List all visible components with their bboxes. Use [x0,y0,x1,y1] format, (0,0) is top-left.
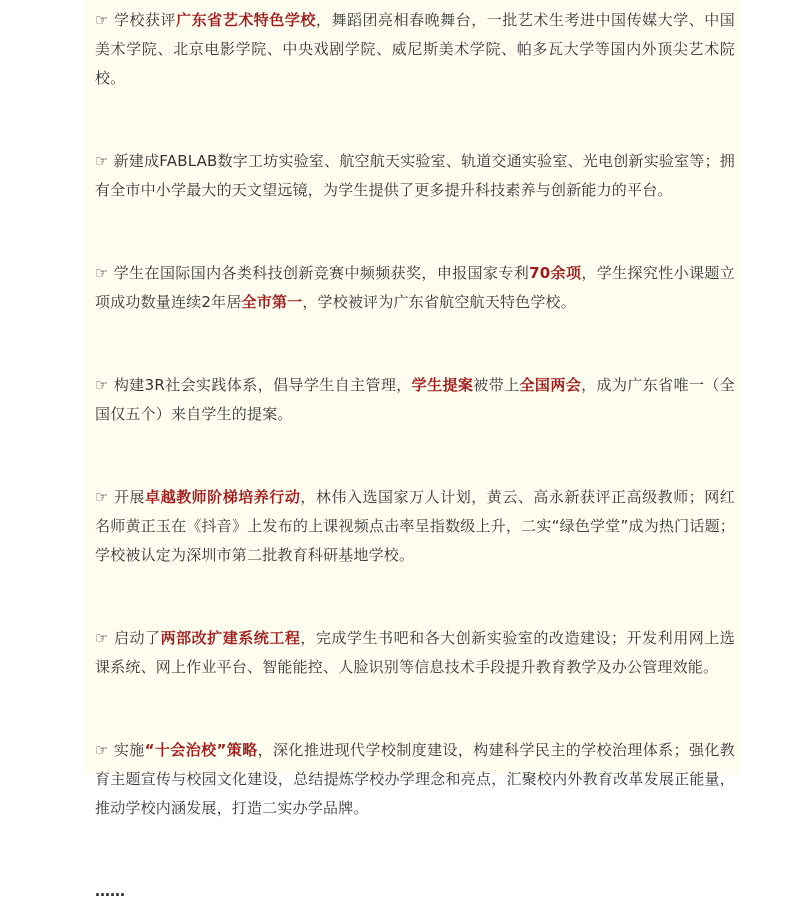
paragraph-governance [95,736,735,823]
highlight-text: 广东省艺术特色学校 [176,11,316,29]
text-segment: ☞ 学生在国际国内各类科技创新竞赛中频频获奖，申报国家专利 [95,264,530,282]
paragraph-social-practice [95,371,735,429]
text-segment: ☞ 开展 [95,488,146,506]
text-segment: 被带上 [473,376,520,394]
text-segment: ☞ 新建成FABLAB数字工坊实验室、航空航天实验室、轨道交通实验室、光电创新实验室等；拥有全市中小学最大的天文望远镜，为学生提供了更多提升科技素养与创新能力的平台。 [95,152,735,199]
article-body [95,6,735,906]
paragraph-teachers [95,483,735,570]
paragraph-labs [95,147,735,205]
text-segment: ☞ 实施 [95,741,145,759]
ellipsis: …… [95,882,125,900]
text-segment: ，深化推进现代学校制度建设，构建科学民主的学校治理体系；强化教育主题宣传与校园文化建设，总结提炼学校办学理念和亮点，汇聚校内外教育改革发展正能量，推动学校内涵发展，打造二实办学品牌。 [95,741,735,817]
text-segment: ，完成学生书吧和各大创新实验室的改造建设；开发利用网上选课系统、网上作业平台、智能能控、人脸识别等信息技术手段提升教育教学及办公管理效能。 [95,629,735,676]
text-segment: ，学校被评为广东省航空航天特色学校。 [302,293,576,311]
text-segment: ☞ 学校获评 [95,11,177,29]
text-segment: ，成为广东省唯一（全国仅五个）来自学生的提案。 [95,376,735,423]
paragraph-art [95,6,735,93]
highlight-text: 全市第一 [241,293,303,311]
text-segment: ，学生探究性小课题立项成功数量连续2年居 [95,264,735,311]
text-segment: ，舞蹈团亮相春晚舞台，一批艺术生考进中国传媒大学、中国美术学院、北京电影学院、中央戏剧学院、威尼斯美术学院、帕多瓦大学等国内外顶尖艺术院校。 [95,11,735,87]
text-segment: ，林伟入选国家万人计划，黄云、高永新获评正高级教师；网红名师黄正玉在《抖音》上发布的上课视频点击率呈指数级上升，二实“绿色学堂”成为热门话题；学校被认定为深圳市第二批教育科研基地学校。 [95,488,735,564]
highlight-text: 70余项 [529,264,582,282]
highlight-text: 卓越教师阶梯培养行动 [145,488,301,506]
highlight-text: 两部改扩建系统工程 [160,629,301,647]
text-segment: ☞ 启动了 [95,629,161,647]
paragraph-renovation [95,624,735,682]
paragraph-science-awards [95,259,735,317]
text-segment: ☞ 构建3R社会实践体系，倡导学生自主管理， [95,376,412,394]
highlight-text: “十会治校”策略 [144,741,258,759]
highlight-text: 全国两会 [519,376,582,394]
highlight-text: 学生提案 [411,376,474,394]
